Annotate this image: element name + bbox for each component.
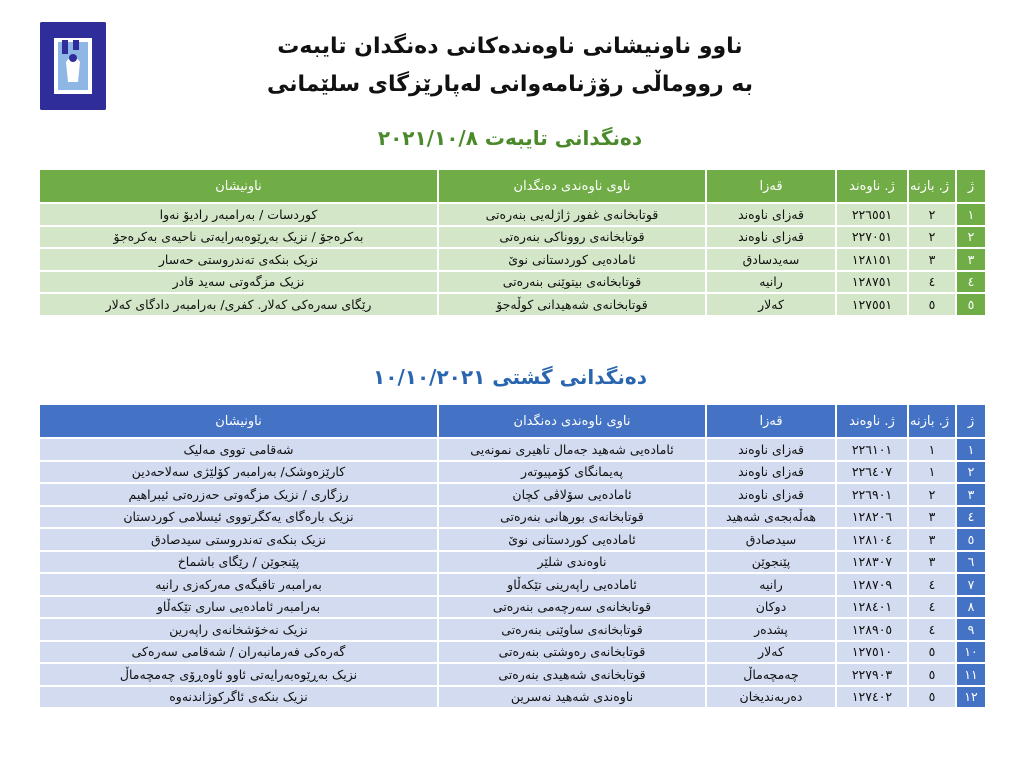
center-name: قوتابخانەی بیتوێنی بنەرەتی bbox=[439, 272, 705, 293]
center-number: ١٢٨١٥١ bbox=[837, 249, 907, 270]
center-name: قوتابخانەی سەرچەمی بنەرەتی bbox=[439, 597, 705, 618]
circle-number: ٥ bbox=[909, 294, 955, 315]
district: قەزای ناوەند bbox=[707, 204, 835, 225]
center-name: ناوەندی شلێر bbox=[439, 552, 705, 573]
row-number: ١ bbox=[957, 439, 985, 460]
center-number: ١٢٨٤٠١ bbox=[837, 597, 907, 618]
circle-number: ١ bbox=[909, 439, 955, 460]
address: شەقامی تووی مەلیک bbox=[40, 439, 437, 460]
logo-emblem bbox=[40, 22, 106, 110]
district: رانیە bbox=[707, 574, 835, 595]
center-name: قوتابخانەی رەوشتی بنەرەتی bbox=[439, 642, 705, 663]
district: سەیدسادق bbox=[707, 249, 835, 270]
district: کەلار bbox=[707, 294, 835, 315]
column-header: ناوی ناوەندی دەنگدان bbox=[439, 405, 705, 437]
election-commission-logo-icon bbox=[40, 22, 106, 110]
column-header: ناوی ناوەندی دەنگدان bbox=[439, 170, 705, 202]
row-number: ٢ bbox=[957, 227, 985, 248]
row-number: ١٠ bbox=[957, 642, 985, 663]
center-number: ١٢٨٢٠٦ bbox=[837, 507, 907, 528]
table-row bbox=[40, 664, 985, 685]
table-row bbox=[40, 507, 985, 528]
table-row bbox=[40, 619, 985, 640]
center-number: ٢٢٦٥٥١ bbox=[837, 204, 907, 225]
table-row bbox=[40, 204, 985, 225]
row-number: ٥ bbox=[957, 529, 985, 550]
table-header-row bbox=[40, 405, 985, 437]
special-voting-table bbox=[38, 168, 987, 317]
address: بەرامبەر تاقیگەی مەرکەزی رانیە bbox=[40, 574, 437, 595]
district: قەزای ناوەند bbox=[707, 227, 835, 248]
column-header: ژ. بازنە bbox=[909, 170, 955, 202]
circle-number: ٣ bbox=[909, 529, 955, 550]
center-number: ١٢٨٧٥١ bbox=[837, 272, 907, 293]
district: قەزای ناوەند bbox=[707, 462, 835, 483]
address: نزیک نەخۆشخانەی راپەرین bbox=[40, 619, 437, 640]
district: سیدصادق bbox=[707, 529, 835, 550]
row-number: ٨ bbox=[957, 597, 985, 618]
general-voting-table bbox=[38, 403, 987, 709]
circle-number: ٤ bbox=[909, 619, 955, 640]
center-number: ١٢٨١٠٤ bbox=[837, 529, 907, 550]
row-number: ٤ bbox=[957, 272, 985, 293]
district: قەزای ناوەند bbox=[707, 439, 835, 460]
district: هەڵەبجەی شەهید bbox=[707, 507, 835, 528]
column-header: قەزا bbox=[707, 170, 835, 202]
row-number: ٤ bbox=[957, 507, 985, 528]
center-number: ٢٢٦٩٠١ bbox=[837, 484, 907, 505]
table-header-row bbox=[40, 170, 985, 202]
center-name: ناوەندی شەهید نەسرین bbox=[439, 687, 705, 708]
district: دەربەندیخان bbox=[707, 687, 835, 708]
circle-number: ٤ bbox=[909, 597, 955, 618]
row-number: ١ bbox=[957, 204, 985, 225]
page-title-line1: ناوو ناونیشانی ناوەندەکانی دەنگدان تایبەت bbox=[277, 34, 743, 59]
address: بەرامبەر ئامادەیی ساری تێکەڵاو bbox=[40, 597, 437, 618]
center-name: قوتابخانەی ساوێنی بنەرەتی bbox=[439, 619, 705, 640]
row-number: ٣ bbox=[957, 484, 985, 505]
circle-number: ٢ bbox=[909, 484, 955, 505]
center-number: ١٢٧٥٥١ bbox=[837, 294, 907, 315]
column-header: ژ. ناوەند bbox=[837, 405, 907, 437]
address: پێنجوێن / رێگای باشماخ bbox=[40, 552, 437, 573]
circle-number: ٣ bbox=[909, 552, 955, 573]
address: نزیک بەڕێوەبەرایەتی ئاوو ئاوەڕۆی چەمچەماڵ bbox=[40, 664, 437, 685]
column-header: ناونیشان bbox=[40, 170, 437, 202]
row-number: ١١ bbox=[957, 664, 985, 685]
column-header: ژ. بازنە bbox=[909, 405, 955, 437]
center-name: پەیمانگای کۆمپیوتەر bbox=[439, 462, 705, 483]
table-row bbox=[40, 249, 985, 270]
address: رێگای سەرەکی کەلار. کفری/ بەرامبەر دادگای کەلار bbox=[40, 294, 437, 315]
address: رزگاری / نزیک مزگەوتی حەزرەتی ئیبراهیم bbox=[40, 484, 437, 505]
table-row bbox=[40, 529, 985, 550]
column-header: ژ bbox=[957, 405, 985, 437]
row-number: ٢ bbox=[957, 462, 985, 483]
special-voting-title: دەنگدانی تایبەت ٢٠٢١/١٠/٨ bbox=[377, 126, 643, 150]
column-header: ژ bbox=[957, 170, 985, 202]
page-title-line2: بە رووماڵی رۆژنامەوانی لەپارێزگای سلێمانی bbox=[267, 72, 753, 97]
general-voting-title: دەنگدانی گشتی ١٠/١٠/٢٠٢١ bbox=[373, 365, 647, 389]
table-row bbox=[40, 462, 985, 483]
row-number: ٩ bbox=[957, 619, 985, 640]
address: نزیک بنکەی ئاگرکوژاندنەوە bbox=[40, 687, 437, 708]
center-name: قوتابخانەی رووناکی بنەرەتی bbox=[439, 227, 705, 248]
address: بەکرەجۆ / نزیک بەڕێوەبەرایەتی ناحیەی بەکرەجۆ bbox=[40, 227, 437, 248]
table-row bbox=[40, 642, 985, 663]
address: گەرەکی فەرمانبەران / شەقامی سەرەکی bbox=[40, 642, 437, 663]
table-row bbox=[40, 552, 985, 573]
center-name: قوتابخانەی غفور ژاژلەیی بنەرەتی bbox=[439, 204, 705, 225]
center-number: ١٢٨٣٠٧ bbox=[837, 552, 907, 573]
address: کوردسات / بەرامبەر رادیۆ نەوا bbox=[40, 204, 437, 225]
district: قەزای ناوەند bbox=[707, 484, 835, 505]
address: کارێزەوشک/ بەرامبەر کۆلێژی سەلاحەدین bbox=[40, 462, 437, 483]
table-row bbox=[40, 227, 985, 248]
column-header: قەزا bbox=[707, 405, 835, 437]
address: نزیک مزگەوتی سەید قادر bbox=[40, 272, 437, 293]
circle-number: ٢ bbox=[909, 204, 955, 225]
table-row bbox=[40, 484, 985, 505]
row-number: ٧ bbox=[957, 574, 985, 595]
district: چەمچەماڵ bbox=[707, 664, 835, 685]
district: کەلار bbox=[707, 642, 835, 663]
table-row bbox=[40, 439, 985, 460]
center-name: ئامادەیی سۆلاڤی کچان bbox=[439, 484, 705, 505]
column-header: ناونیشان bbox=[40, 405, 437, 437]
circle-number: ١ bbox=[909, 462, 955, 483]
table-row bbox=[40, 574, 985, 595]
district: پشدەر bbox=[707, 619, 835, 640]
row-number: ٦ bbox=[957, 552, 985, 573]
center-name: ئامادەیی شەهید جەمال تاهیری نمونەیی bbox=[439, 439, 705, 460]
circle-number: ٥ bbox=[909, 687, 955, 708]
circle-number: ٣ bbox=[909, 249, 955, 270]
circle-number: ٥ bbox=[909, 642, 955, 663]
center-name: قوتابخانەی بورهانی بنەرەتی bbox=[439, 507, 705, 528]
center-name: ئامادەیی کوردستانی نوێ bbox=[439, 249, 705, 270]
center-number: ٢٢٧٩٠٣ bbox=[837, 664, 907, 685]
district: پێنجوێن bbox=[707, 552, 835, 573]
center-number: ٢٢٦١٠١ bbox=[837, 439, 907, 460]
center-name: قوتابخانەی شەهیدی بنەرەتی bbox=[439, 664, 705, 685]
center-number: ١٢٧٤٠٢ bbox=[837, 687, 907, 708]
center-number: ١٢٨٧٠٩ bbox=[837, 574, 907, 595]
district: دوکان bbox=[707, 597, 835, 618]
table-row bbox=[40, 687, 985, 708]
center-name: ئامادەیی راپەرینی تێکەڵاو bbox=[439, 574, 705, 595]
district: رانیە bbox=[707, 272, 835, 293]
center-name: قوتابخانەی شەهیدانی کوڵەجۆ bbox=[439, 294, 705, 315]
column-header: ژ. ناوەند bbox=[837, 170, 907, 202]
address: نزیک بنکەی تەندروستی حەسار bbox=[40, 249, 437, 270]
circle-number: ٣ bbox=[909, 507, 955, 528]
table-row bbox=[40, 597, 985, 618]
center-number: ٢٢٧٠٥١ bbox=[837, 227, 907, 248]
center-name: ئامادەیی کوردستانی نوێ bbox=[439, 529, 705, 550]
circle-number: ٥ bbox=[909, 664, 955, 685]
center-number: ١٢٨٩٠٥ bbox=[837, 619, 907, 640]
table-row bbox=[40, 294, 985, 315]
center-number: ٢٢٦٤٠٧ bbox=[837, 462, 907, 483]
circle-number: ٢ bbox=[909, 227, 955, 248]
circle-number: ٤ bbox=[909, 574, 955, 595]
row-number: ٥ bbox=[957, 294, 985, 315]
row-number: ٣ bbox=[957, 249, 985, 270]
row-number: ١٢ bbox=[957, 687, 985, 708]
circle-number: ٤ bbox=[909, 272, 955, 293]
address: نزیک بنکەی تەندروستی سیدصادق bbox=[40, 529, 437, 550]
center-number: ١٢٧٥١٠ bbox=[837, 642, 907, 663]
address: نزیک بارەگای یەکگرتووی ئیسلامی کوردستان bbox=[40, 507, 437, 528]
table-row bbox=[40, 272, 985, 293]
